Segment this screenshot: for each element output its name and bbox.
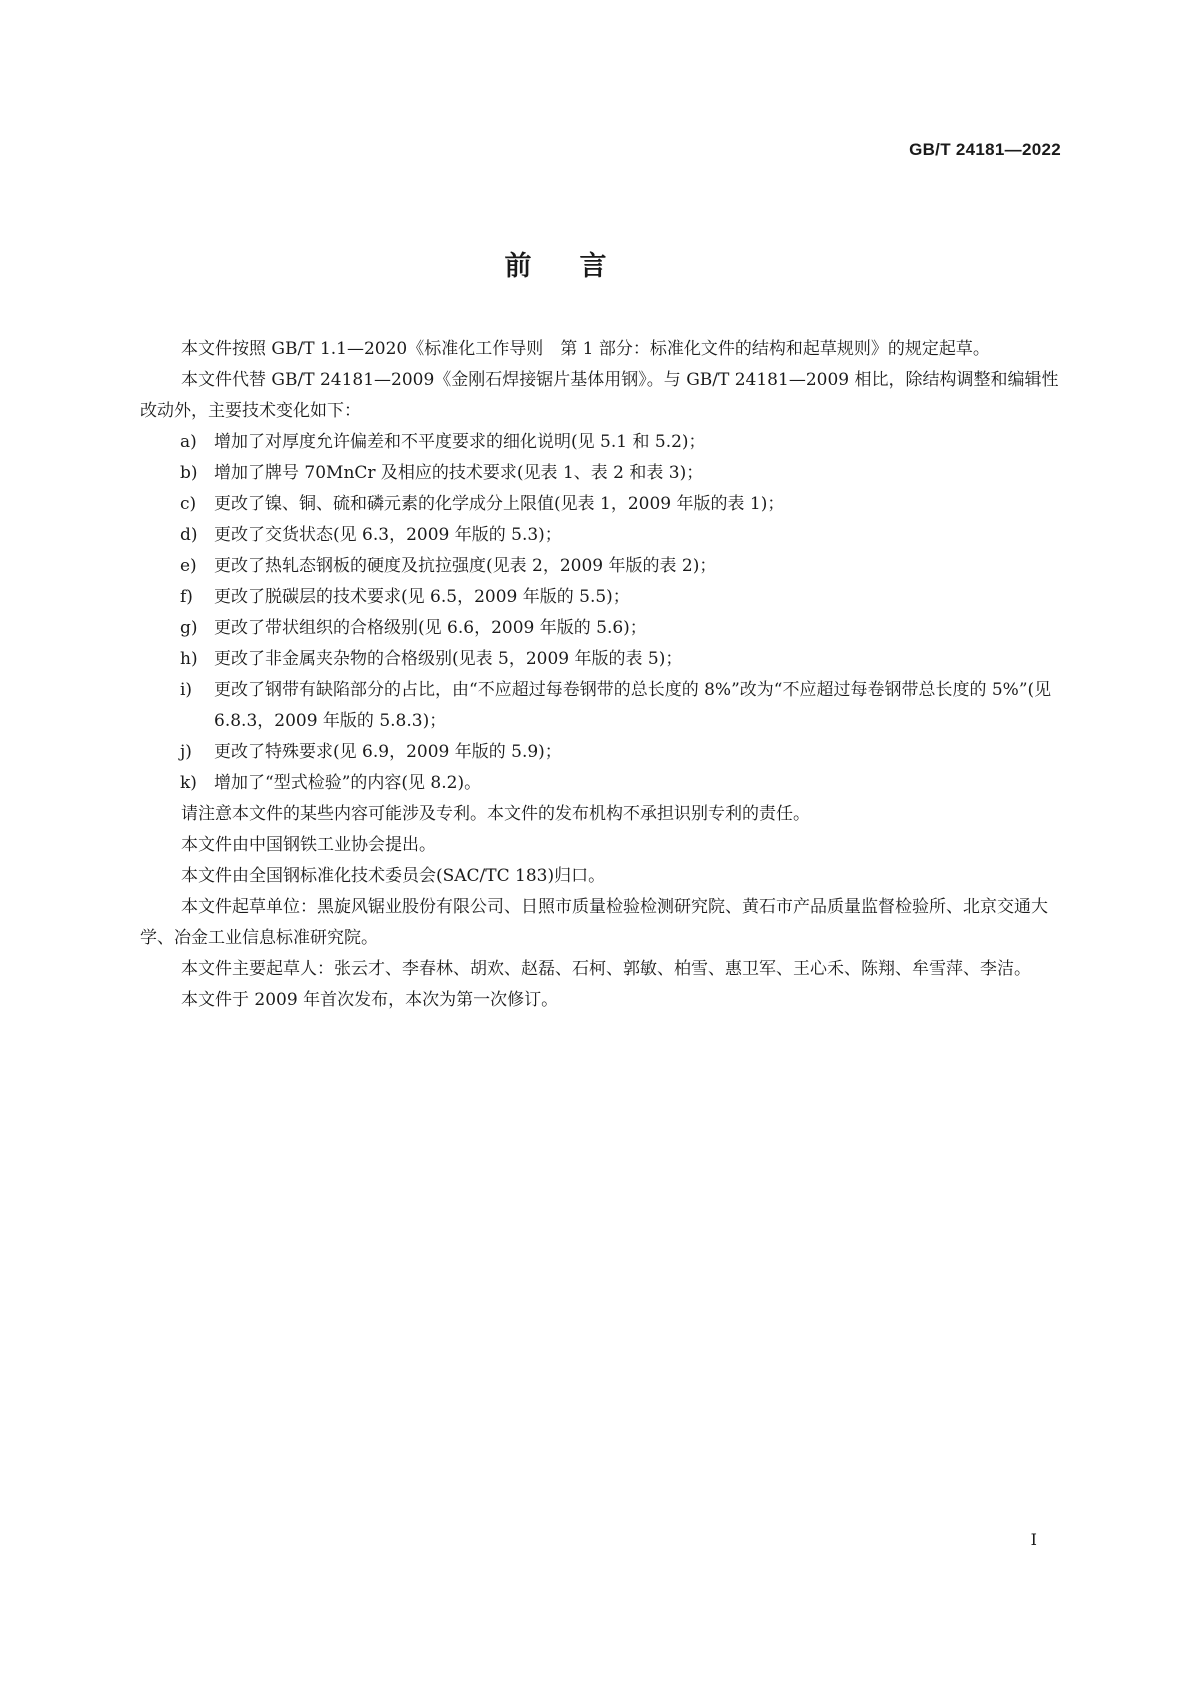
page-number: I [1030, 1530, 1037, 1549]
proposer-paragraph: 本文件由中国钢铁工业协会提出。 [181, 835, 436, 855]
list-item [140, 551, 1060, 582]
list-item-text: 更改了非金属夹杂物的合格级别(见表 5，2009 年版的表 5)； [214, 649, 683, 669]
standard-code: GB/T 24181—2022 [909, 140, 1061, 159]
list-item-text: 增加了牌号 70MnCr 及相应的技术要求(见表 1、表 2 和表 3)； [214, 463, 704, 483]
page-title: 前言 [504, 251, 655, 282]
list-item-text: 增加了“型式检验”的内容(见 8.2)。 [214, 773, 482, 793]
list-marker: g) [180, 618, 198, 638]
changes-list [140, 427, 1060, 799]
list-marker: f) [180, 587, 193, 607]
list-marker: b) [180, 463, 198, 483]
list-item [140, 768, 1060, 799]
list-item [140, 427, 1060, 458]
list-item [140, 489, 1060, 520]
list-item [140, 613, 1060, 644]
list-item [140, 675, 1060, 737]
list-item [140, 644, 1060, 675]
list-item [140, 520, 1060, 551]
patent-notice: 请注意本文件的某些内容可能涉及专利。本文件的发布机构不承担识别专利的责任。 [181, 804, 810, 824]
list-marker: j) [180, 742, 192, 762]
list-item-text: 更改了特殊要求(见 6.9，2009 年版的 5.9)； [214, 742, 562, 762]
foreword-body [140, 334, 1060, 1016]
list-marker: h) [180, 649, 198, 669]
drafting-units-paragraph: 本文件起草单位：黑旋风锯业股份有限公司、日照市质量检验检测研究院、黄石市产品质量监督检验所、北京交通大学、冶金工业信息标准研究院。 [140, 897, 1048, 948]
list-marker: a) [180, 432, 197, 452]
committee-paragraph: 本文件由全国钢标准化技术委员会(SAC/TC 183)归口。 [181, 866, 606, 886]
drafters-paragraph: 本文件主要起草人：张云才、李春林、胡欢、赵磊、石柯、郭敏、柏雪、惠卫军、王心禾、陈翔、牟雪萍、李洁。 [181, 959, 1031, 979]
paragraph: 本文件代替 GB/T 24181—2009《金刚石焊接锯片基体用钢》。与 GB/T 24181—2009 相比，除结构调整和编辑性改动外，主要技术变化如下： [140, 370, 1059, 421]
list-marker: d) [180, 525, 198, 545]
list-item-text: 更改了热轧态钢板的硬度及抗拉强度(见表 2，2009 年版的表 2)； [214, 556, 717, 576]
list-item-text: 增加了对厚度允许偏差和不平度要求的细化说明(见 5.1 和 5.2)； [214, 432, 706, 452]
list-marker: i) [180, 680, 193, 700]
publication-history-paragraph: 本文件于 2009 年首次发布，本次为第一次修订。 [181, 990, 559, 1010]
list-marker: k) [180, 773, 197, 793]
paragraph: 本文件按照 GB/T 1.1—2020《标准化工作导则 第 1 部分：标准化文件的结构和起草规则》的规定起草。 [181, 339, 990, 359]
list-item [140, 458, 1060, 489]
list-marker: c) [180, 494, 197, 514]
list-item-text: 更改了脱碳层的技术要求(见 6.5，2009 年版的 5.5)； [214, 587, 630, 607]
list-item-text: 更改了交货状态(见 6.3，2009 年版的 5.3)； [214, 525, 562, 545]
list-item [140, 737, 1060, 768]
list-item-text: 更改了镍、铜、硫和磷元素的化学成分上限值(见表 1，2009 年版的表 1)； [214, 494, 785, 514]
list-item-text: 更改了带状组织的合格级别(见 6.6，2009 年版的 5.6)； [214, 618, 647, 638]
list-item [140, 582, 1060, 613]
list-marker: e) [180, 556, 197, 576]
list-item-text: 更改了钢带有缺陷部分的占比，由“不应超过每卷钢带的总长度的 8%”改为“不应超过每卷钢带总长度的 5%”(见 6.8.3，2009 年版的 5.8.3)； [214, 680, 1052, 731]
